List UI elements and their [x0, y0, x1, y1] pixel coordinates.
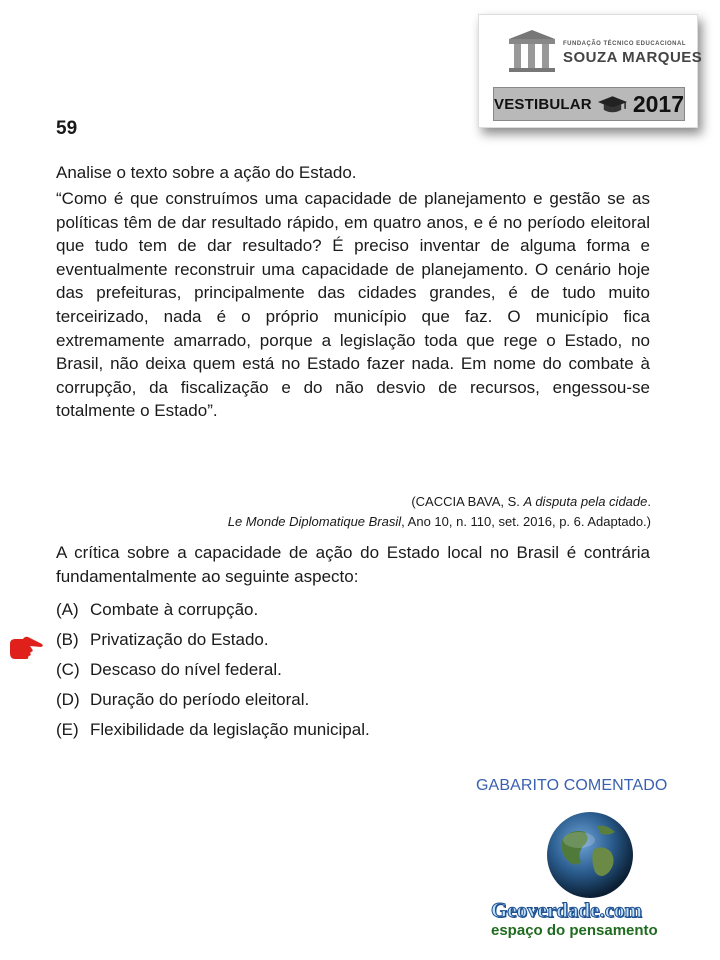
question-intro: Analise o texto sobre a ação do Estado.	[56, 163, 357, 182]
vestibular-label: VESTIBULAR	[494, 95, 592, 113]
graduation-cap-icon	[596, 94, 629, 114]
question-stem: A crítica sobre a capacidade de ação do Estado local no Brasil é contrária fundamentalmente ao seguinte aspecto:	[56, 543, 650, 586]
option-text: Flexibilidade da legislação municipal.	[90, 720, 370, 739]
exam-logo	[478, 14, 703, 128]
citation-publication: Le Monde Diplomatique Brasil	[227, 514, 402, 529]
citation-title-end: .	[647, 494, 651, 509]
gabarito-link[interactable]: GABARITO COMENTADO	[476, 777, 668, 794]
foundation-subtitle: FUNDAÇÃO TÉCNICO EDUCACIONAL	[563, 41, 686, 47]
option-text: Combate à corrupção.	[90, 600, 259, 619]
foundation-name: SOUZA MARQUES	[563, 49, 703, 66]
vestibular-banner	[493, 87, 685, 121]
question-number: 59	[56, 118, 78, 139]
option-letter: (C)	[56, 660, 80, 679]
option-letter: (D)	[56, 690, 80, 709]
option-b[interactable]	[56, 628, 370, 658]
option-d[interactable]	[56, 688, 370, 718]
pointing-hand-icon	[8, 634, 44, 662]
option-text: Privatização do Estado.	[90, 630, 269, 649]
foundation-header	[479, 15, 703, 85]
option-letter: (E)	[56, 720, 79, 739]
option-c[interactable]	[56, 658, 370, 688]
citation-details: , Ano 10, n. 110, set. 2016, p. 6. Adaptado.)	[401, 514, 651, 529]
site-name[interactable]: Geoverdade.com	[491, 898, 643, 922]
citation-title: A disputa pela cidade	[523, 494, 648, 509]
option-e[interactable]	[56, 718, 370, 748]
exam-year: 2017	[632, 90, 684, 117]
temple-icon	[507, 29, 557, 73]
option-a[interactable]	[56, 598, 370, 628]
option-letter: (B)	[56, 630, 79, 649]
option-text: Duração do período eleitoral.	[90, 690, 310, 709]
site-tagline: espaço do pensamento	[491, 922, 658, 939]
answer-options	[56, 598, 370, 748]
quoted-text: “Como é que construímos uma capacidade de planejamento e gestão se as políticas têm de dar resultado rápido, em quatro anos, e é no período eleitoral que tudo tem de dar resultado? É preciso inventar de alguma forma e eventualmente reconstruir uma capacidade de planejamento. O cenário hoje das prefeituras, principalmente das cidades grandes, é de tudo muito terceirizado, nada é o próprio município que faz. O município fica extremamente amarrado, porque a legislação toda que rege o Estado, no Brasil, não deixa quem está no Estado fazer nada. Em nome do combate à corrupção, da fiscalização e do não desvio de recursos, engessou-se totalmente o Estado”.	[56, 189, 650, 421]
option-text: Descaso do nível federal.	[90, 660, 282, 679]
globe-icon	[545, 810, 635, 900]
citation-author: (CACCIA BAVA, S.	[411, 494, 524, 509]
citation	[56, 492, 651, 532]
option-letter: (A)	[56, 600, 79, 619]
